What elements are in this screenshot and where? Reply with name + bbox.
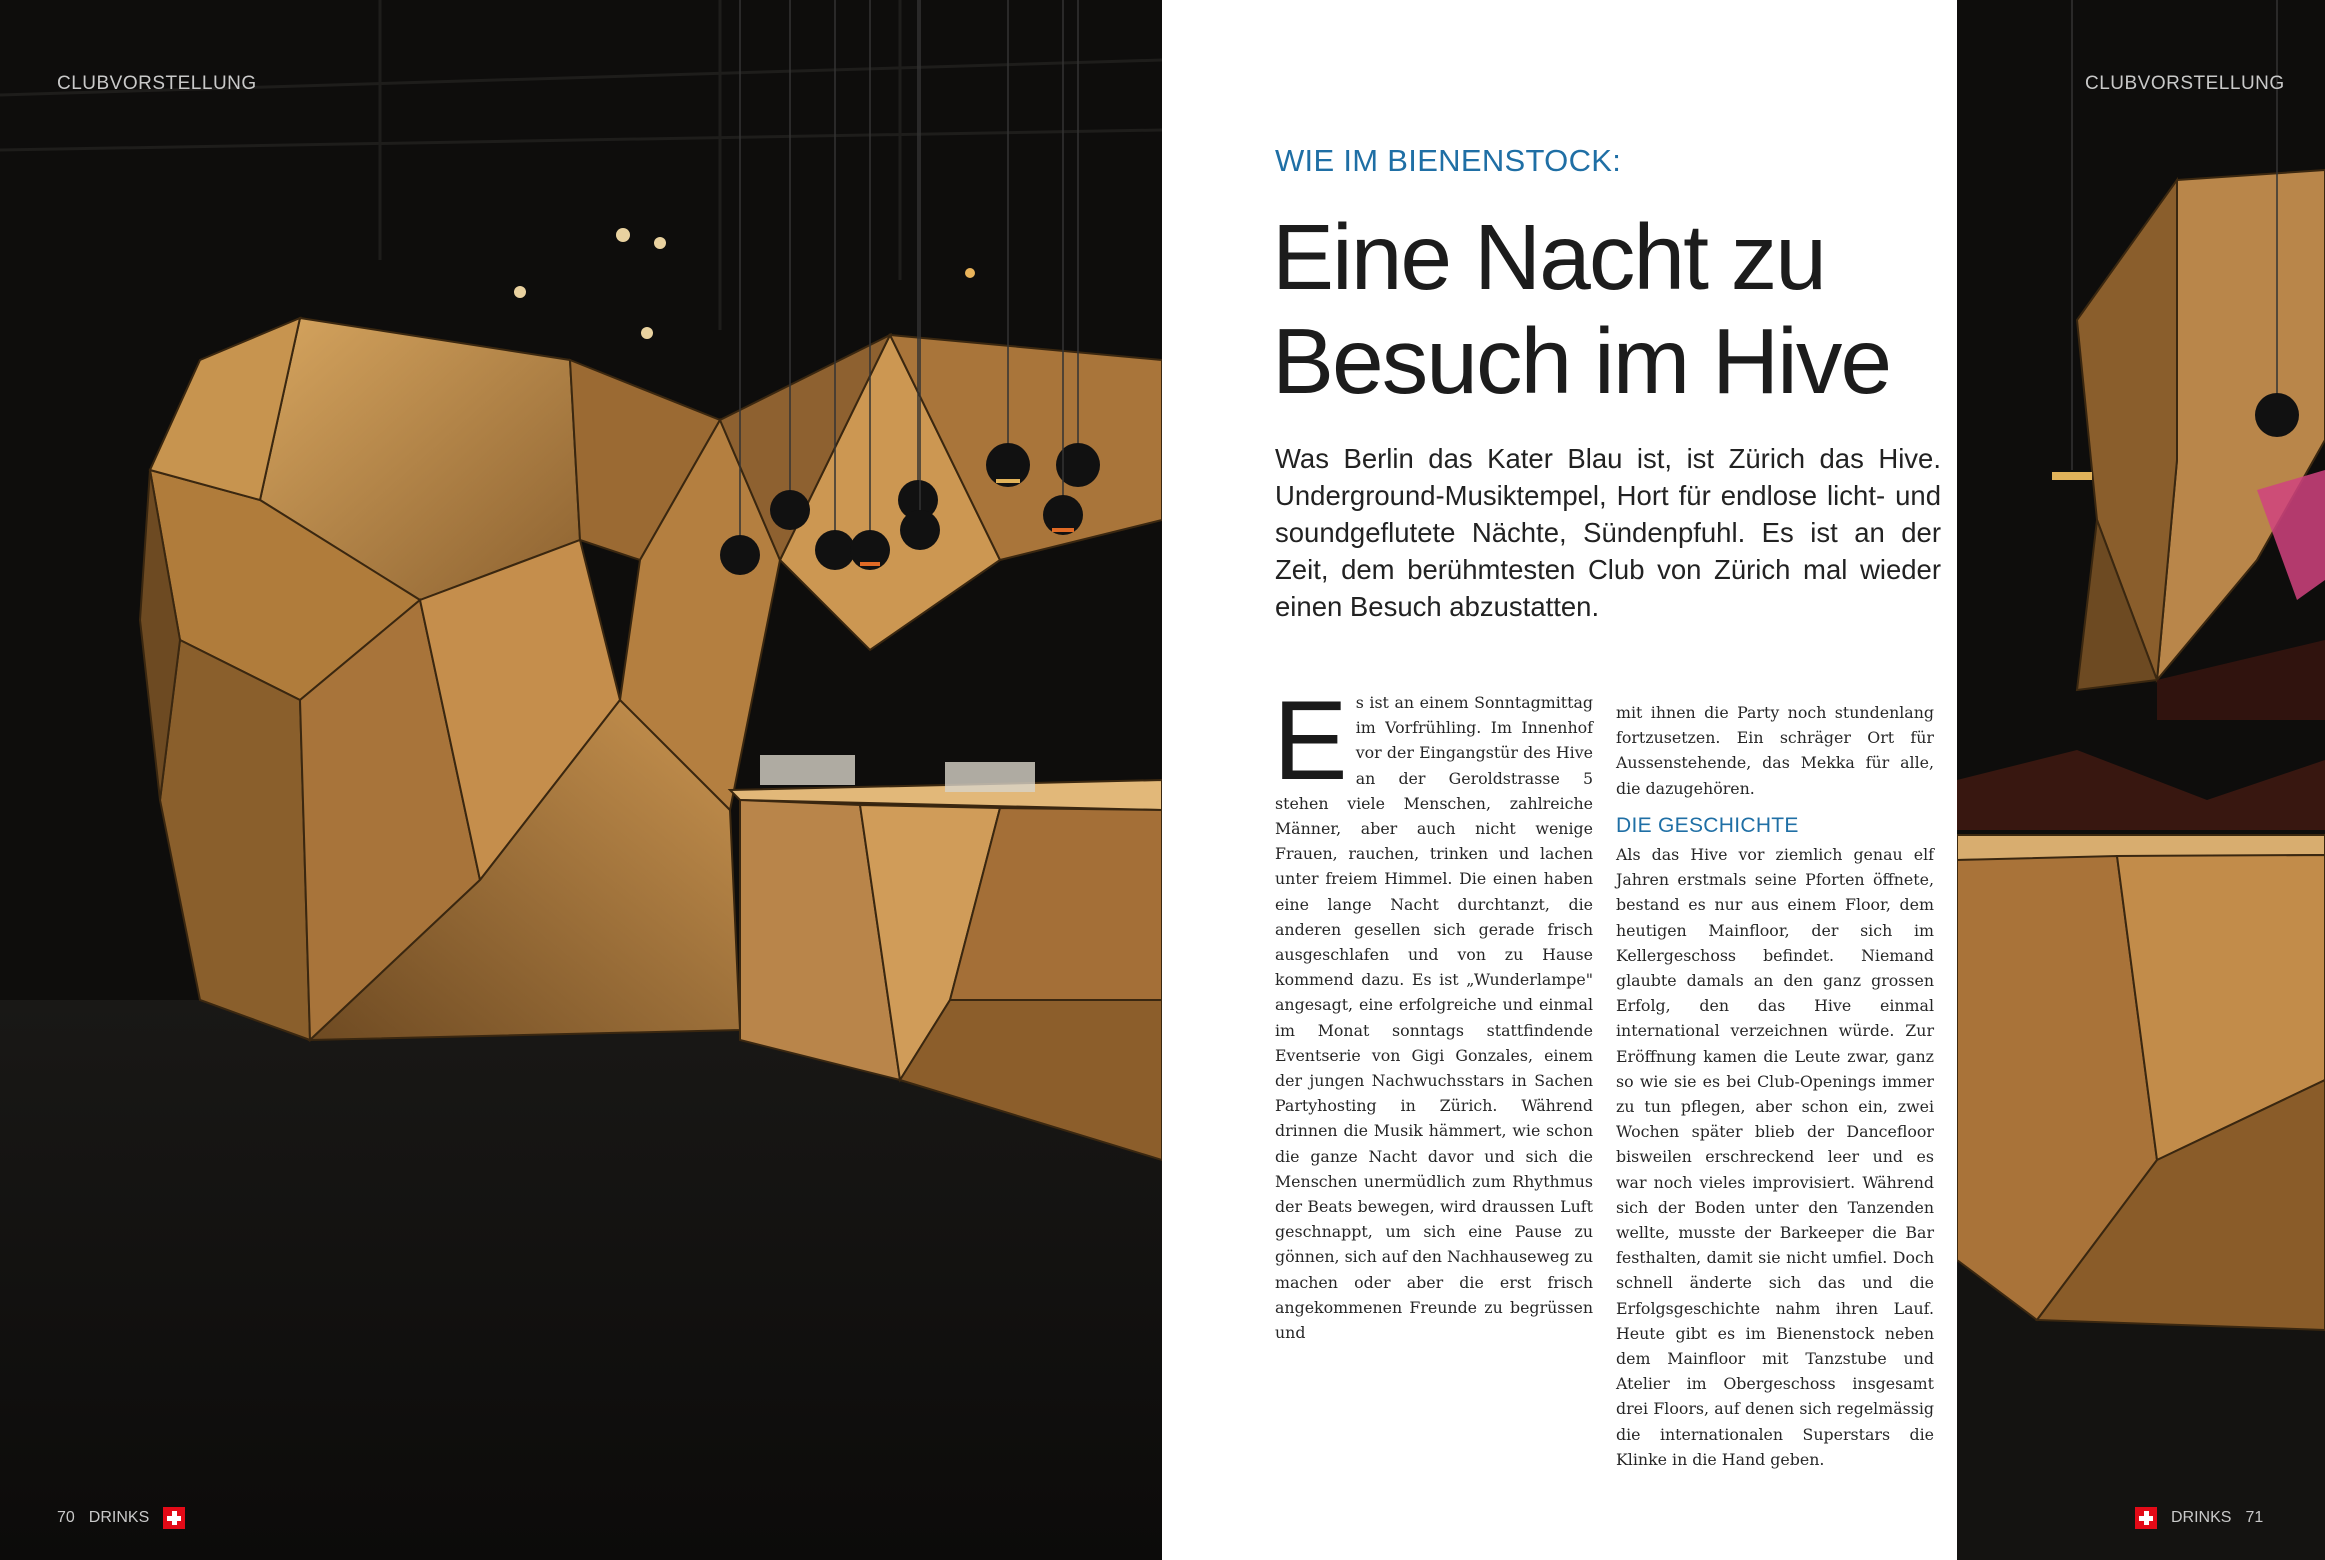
body-column-2 [1616,700,1934,1472]
headline-line-2: Besuch im Hive [1272,309,1891,413]
body-paragraph-1: s ist an einem Sonntagmittag im Vorfrühling. Im Innenhof vor der Eingangstür des Hive an der Geroldstrasse 5 stehen viele Menschen, zahlreiche Männer, aber auch nicht wenige Frauen, rauchen, trinken und lachen unter freiem Himmel. Die einen haben eine lange Nacht durchtanzt, die anderen gesellen sich gerade frisch ausgeschlafen und von zu Hause kommend dazu. Es ist „Wunderlampe" angesagt, eine erfolgreiche und einmal im Monat sonntags stattfindende Eventserie von Gigi Gonzales, einem der jungen Nachwuchsstars in Sachen Partyhosting in Zürich. Während drinnen die Musik hämmert, wie schon die ganze Nacht davor und sich die Menschen unermüdlich zum Rhythmus der Beats bewegen, wird draussen Luft geschnappt, um sich eine Pause zu gönnen, sich auf den Nachhauseweg zu machen oder aber die erst frisch angekommenen Freunde zu begrüssen und [1275,693,1593,1343]
swiss-cross-icon [163,1507,185,1529]
bar-detail-illustration [1957,0,2325,1560]
bar-illustration [0,0,1162,1560]
page-number-right: 71 [2245,1509,2264,1526]
magazine-name-right: DRINKS [2171,1509,2232,1526]
section-label-right: CLUBVORSTELLUNG [2085,73,2285,94]
drop-cap: E [1273,678,1348,803]
article-lead: Was Berlin das Kater Blau ist, ist Zürich das Hive. Underground-Musiktempel, Hort für endlose licht- und soundgeflutete Nächte, Sündenpfuhl. Es ist an der Zeit, dem berühmtesten Club von Zürich mal wieder einen Besuch abzustatten. [1275,443,1941,622]
section-label-left: CLUBVORSTELLUNG [57,73,257,94]
subhead-geschichte: DIE GESCHICHTE [1616,813,1799,837]
headline-line-1: Eine Nacht zu [1272,205,1825,309]
club-bar-photo-right [1957,0,2325,1560]
article-kicker: WIE IM BIENENSTOCK: [1275,143,1622,178]
magazine-name-left: DRINKS [88,1509,150,1526]
page-number-left: 70 [57,1509,75,1526]
body-column-1 [1273,678,1593,1345]
body-paragraph-2: mit ihnen die Party noch stundenlang fortzusetzen. Ein schräger Ort für Aussenstehende, das Mekka für alle, die dazugehören. [1616,703,1934,798]
club-bar-photo-left [0,0,1162,1560]
article-page [1162,0,1957,1560]
folio-left [57,1507,185,1529]
swiss-cross-icon [2135,1507,2157,1529]
folio-right [2135,1507,2263,1529]
article-headline [1272,205,1932,413]
body-paragraph-3: Als das Hive vor ziemlich genau elf Jahren erstmals seine Pforten öffnete, bestand es nur aus einem Floor, dem heutigen Mainfloor, der sich im Kellergeschoss befindet. Niemand glaubte damals an den ganz grossen Erfolg, den das Hive einmal international verzeichnen würde. Zur Eröffnung kamen die Leute zwar, ganz so wie sie es bei Club-Openings immer zu tun pflegen, aber schon ein, zwei Wochen später blieb der Dancefloor bisweilen erschreckend leer und es war noch vieles improvisiert. Während sich der Boden unter den Tanzenden wellte, musste der Barkeeper die Bar festhalten, damit sie nicht umfiel. Doch schnell änderte sich das und die Erfolgsgeschichte nahm ihren Lauf. Heute gibt es im Bienenstock neben dem Mainfloor mit Tanzstube und Atelier im Obergeschoss insgesamt drei Floors, auf denen sich regelmässig die internationalen Superstars die Klinke in die Hand geben. [1616,845,1934,1469]
